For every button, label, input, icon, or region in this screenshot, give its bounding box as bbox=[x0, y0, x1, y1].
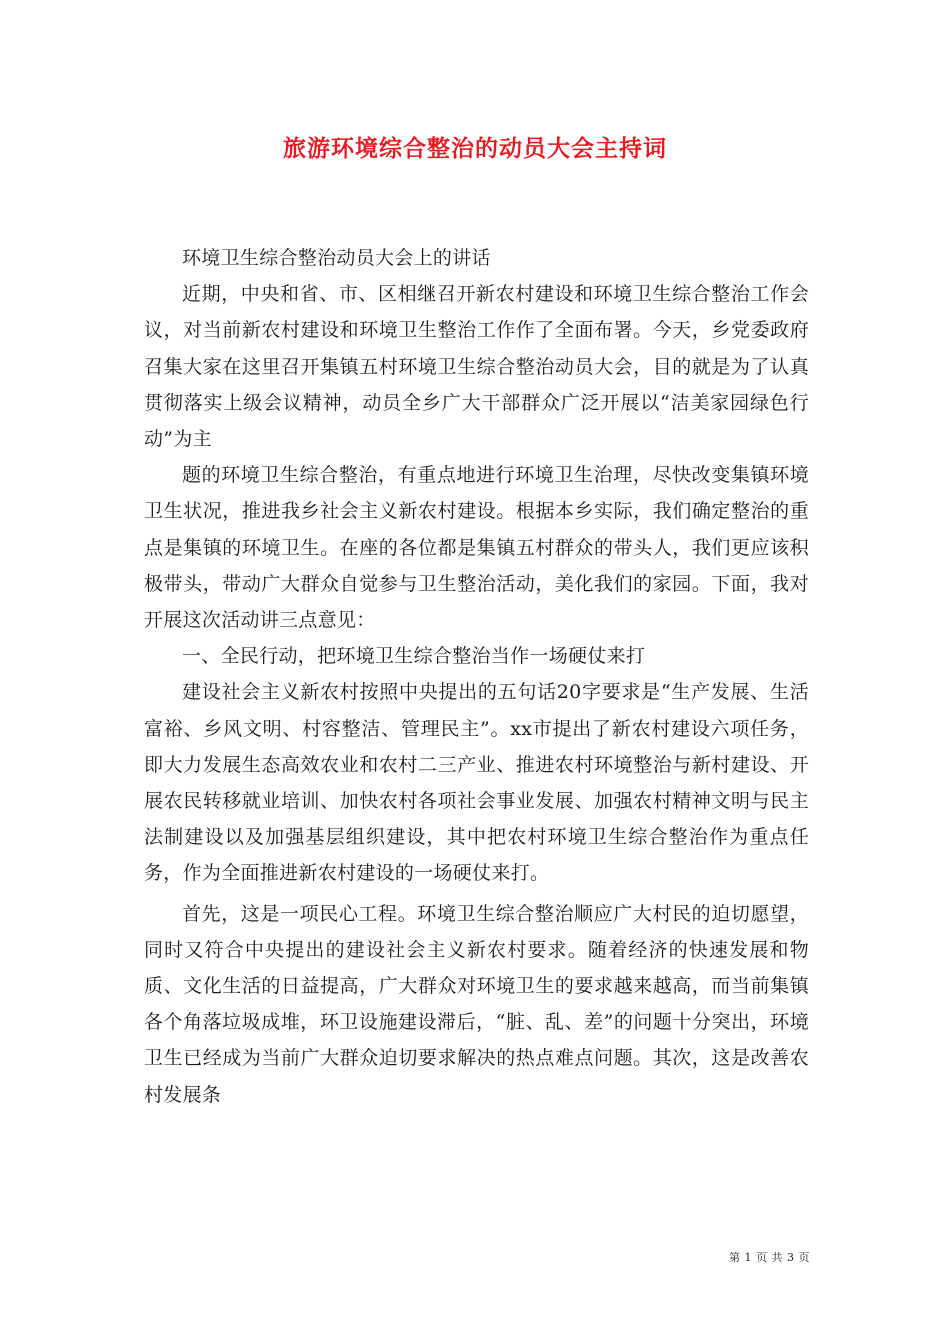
document-body bbox=[144, 240, 809, 1113]
paragraph-new-countryside: 建设社会主义新农村按照中央提出的五句话20字要求是“生产发展、生活富裕、乡风文明、村容整洁、管理民主”。xx市提出了新农村建设六项任务，即大力发展生态高效农业和农村二三产业、推进农村环境整治与新村建设、开展农民转移就业培训、加快农村各项社会事业发展、加强农村精神文明与民主法制建设以及加强基层组织建设，其中把农村环境卫生综合整治作为重点任务，作为全面推进新农村建设的一场硬仗来打。 bbox=[144, 681, 809, 885]
paragraph-speech-heading: 环境卫生综合整治动员大会上的讲话 bbox=[182, 247, 491, 269]
paragraph-first-point: 首先，这是一项民心工程。环境卫生综合整治顺应广大村民的迫切愿望，同时又符合中央提出的建设社会主义新农村要求。随着经济的快速发展和物质、文化生活的日益提高，广大群众对环境卫生的要求越来越高，而当前集镇各个角落垃圾成堆，环卫设施建设滞后，“脏、乱、差”的问题十分突出，环境卫生已经成为当前广大群众迫切要求解决的热点难点问题。其次，这是改善农村发展条 bbox=[144, 902, 809, 1106]
page-number: 第 1 页 共 3 页 bbox=[729, 1251, 810, 1264]
document-title: 旅游环境综合整治的动员大会主持词 bbox=[283, 136, 667, 162]
section-heading-one: 一、全民行动，把环境卫生综合整治当作一场硬仗来打 bbox=[182, 645, 646, 668]
paragraph-theme: 题的环境卫生综合整治，有重点地进行环境卫生治理，尽快改变集镇环境卫生状况，推进我乡社会主义新农村建设。根据本乡实际，我们确定整治的重点是集镇的环境卫生。在座的各位都是集镇五村群众的带头人，我们更应该积极带头，带动广大群众自觉参与卫生整治活动，美化我们的家园。下面，我对开展这次活动讲三点意见： bbox=[144, 464, 809, 632]
paragraph-intro: 近期，中央和省、市、区相继召开新农村建设和环境卫生综合整治工作会议，对当前新农村建设和环境卫生整治工作作了全面布署。今天，乡党委政府召集大家在这里召开集镇五村环境卫生综合整治动员大会，目的就是为了认真贯彻落实上级会议精神，动员全乡广大干部群众广泛开展以“洁美家园绿色行动”为主 bbox=[144, 283, 809, 451]
